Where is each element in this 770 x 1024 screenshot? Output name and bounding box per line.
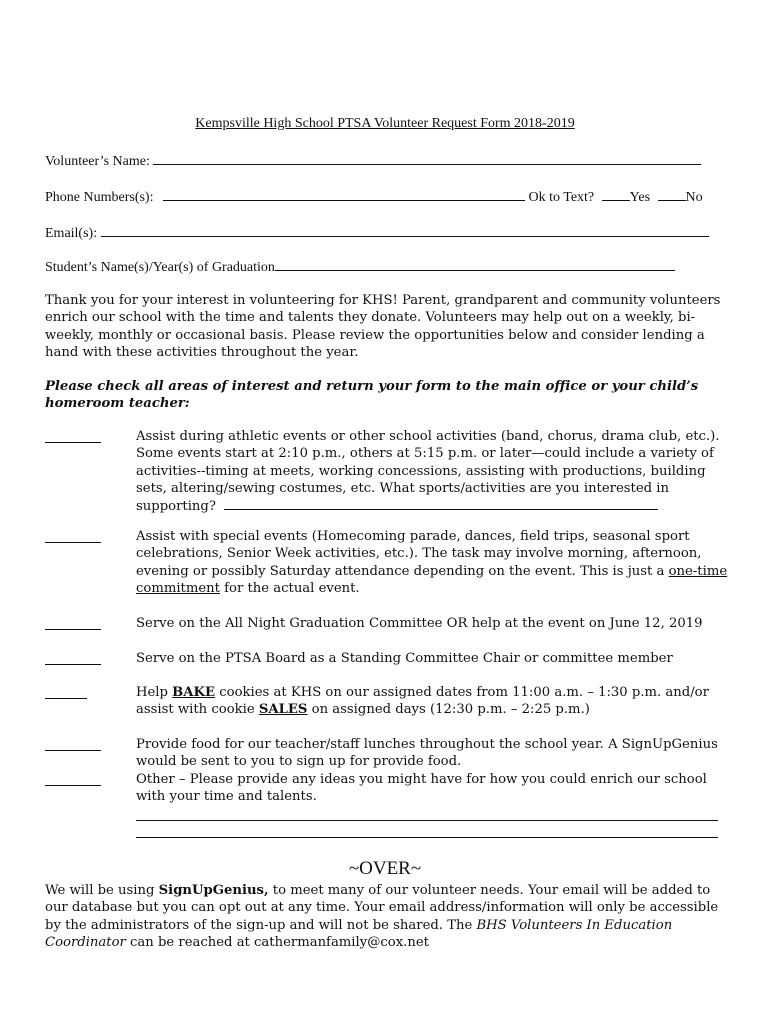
bake-text-1: Help (136, 685, 173, 700)
text-no-blank[interactable] (658, 188, 686, 201)
bake-text-2: cookies at KHS on our assigned dates from 11:00 a.m. – 1:30 p.m. and/or assist with cookie (136, 685, 709, 718)
student-field[interactable] (275, 258, 675, 271)
athletic-checkbox-blank[interactable] (45, 428, 101, 443)
other-checkbox-blank[interactable] (45, 771, 101, 786)
volunteer-name-field[interactable] (153, 152, 701, 165)
student-label: Student’s Name(s)/Year(s) of Graduation (45, 260, 275, 275)
special-events-text-1: Assist with special events (Homecoming parade, dances, field trips, seasonal sport celebrations, Senior Week activities, etc.). The task may involve morning, afternoon, evening or possibly Saturday attendance depending on the event. This is just a (136, 529, 702, 579)
ideas-line-1[interactable] (136, 820, 718, 821)
coordinator-text: BHS Volunteers In Education Coordinator (45, 917, 673, 950)
ideas-line-2[interactable] (136, 837, 718, 838)
special-events-text-2: for the actual event. (219, 580, 360, 596)
board-checkbox-blank[interactable] (45, 650, 101, 665)
over-label: ~OVER~ (348, 858, 422, 879)
special-events-item (136, 528, 736, 597)
signupgenius-text: SignUpGenius, (158, 883, 269, 898)
volunteer-name-row (45, 152, 701, 170)
email-row (45, 224, 709, 242)
email-field[interactable] (101, 224, 709, 237)
footer-text-3: can be reached at cathermanfamily@cox.net (125, 934, 429, 950)
bake-word: BAKE (172, 685, 216, 700)
bake-item (136, 684, 736, 719)
footer-text-1: We will be using (45, 883, 159, 898)
athletic-text: Assist during athletic events or other school activities (band, chorus, drama club, etc.). Some events start at 2:10 p.m., others at 5:15 p.m. or later—could include a variety of activities--timing at meets, working concessions, assisting with productions, building sets, altering/sewing costumes, etc. What sports/activities are you interested in supporting? (136, 429, 720, 515)
graduation-checkbox-blank[interactable] (45, 615, 101, 630)
bake-text-3: on assigned days (12:30 p.m. – 2:25 p.m.) (307, 702, 590, 718)
volunteer-name-label: Volunteer’s Name: (45, 154, 150, 169)
food-checkbox-blank[interactable] (45, 736, 101, 751)
graduation-item: Serve on the All Night Graduation Committee OR help at the event on June 12, 2019 (136, 616, 703, 631)
instructions: Please check all areas of interest and return your form to the main office or your child’s homeroom teacher: (45, 379, 699, 412)
email-label: Email(s): (45, 226, 98, 241)
phone-row (45, 188, 703, 206)
footer-paragraph (45, 882, 735, 951)
food-item: Provide food for our teacher/staff lunches throughout the school year. A SignUpGenius would be sent to you to sign up for provide food. (136, 737, 718, 770)
phone-field[interactable] (163, 188, 525, 201)
board-item: Serve on the PTSA Board as a Standing Committee Chair or committee member (136, 651, 673, 666)
other-item: Other – Please provide any ideas you might have for how you could enrich our school with your time and talents. (136, 772, 707, 805)
bake-checkbox-blank[interactable] (45, 684, 87, 699)
footer-text-2: to meet many of our volunteer needs. Your email will be added to our database but you can opt out at any time. Your email address/information will only be accessible by the administrators of the sign-up and will not be shared. The (45, 883, 719, 933)
athletic-item (136, 428, 736, 515)
intro-paragraph: Thank you for your interest in volunteering for KHS! Parent, grandparent and community volunteers enrich our school with the time and talents they donate. Volunteers may help out on a weekly, bi-weekly, monthly or occasional basis. Please review the opportunities below and consider lending a hand with these activities throughout the year. (45, 293, 721, 360)
sports-interest-field[interactable] (224, 497, 658, 510)
one-time-commitment-text: one-time commitment (136, 563, 728, 596)
phone-label: Phone Numbers(s): (45, 190, 154, 205)
student-row (45, 258, 675, 276)
text-yes-label: Yes (629, 190, 651, 205)
ok-to-text-label: Ok to Text? (528, 190, 595, 205)
form-title: Kempsville High School PTSA Volunteer Request Form 2018-2019 (195, 116, 575, 131)
text-yes-blank[interactable] (602, 188, 630, 201)
text-no-label: No (685, 190, 703, 205)
special-events-checkbox-blank[interactable] (45, 528, 101, 543)
sales-word: SALES (258, 702, 308, 718)
